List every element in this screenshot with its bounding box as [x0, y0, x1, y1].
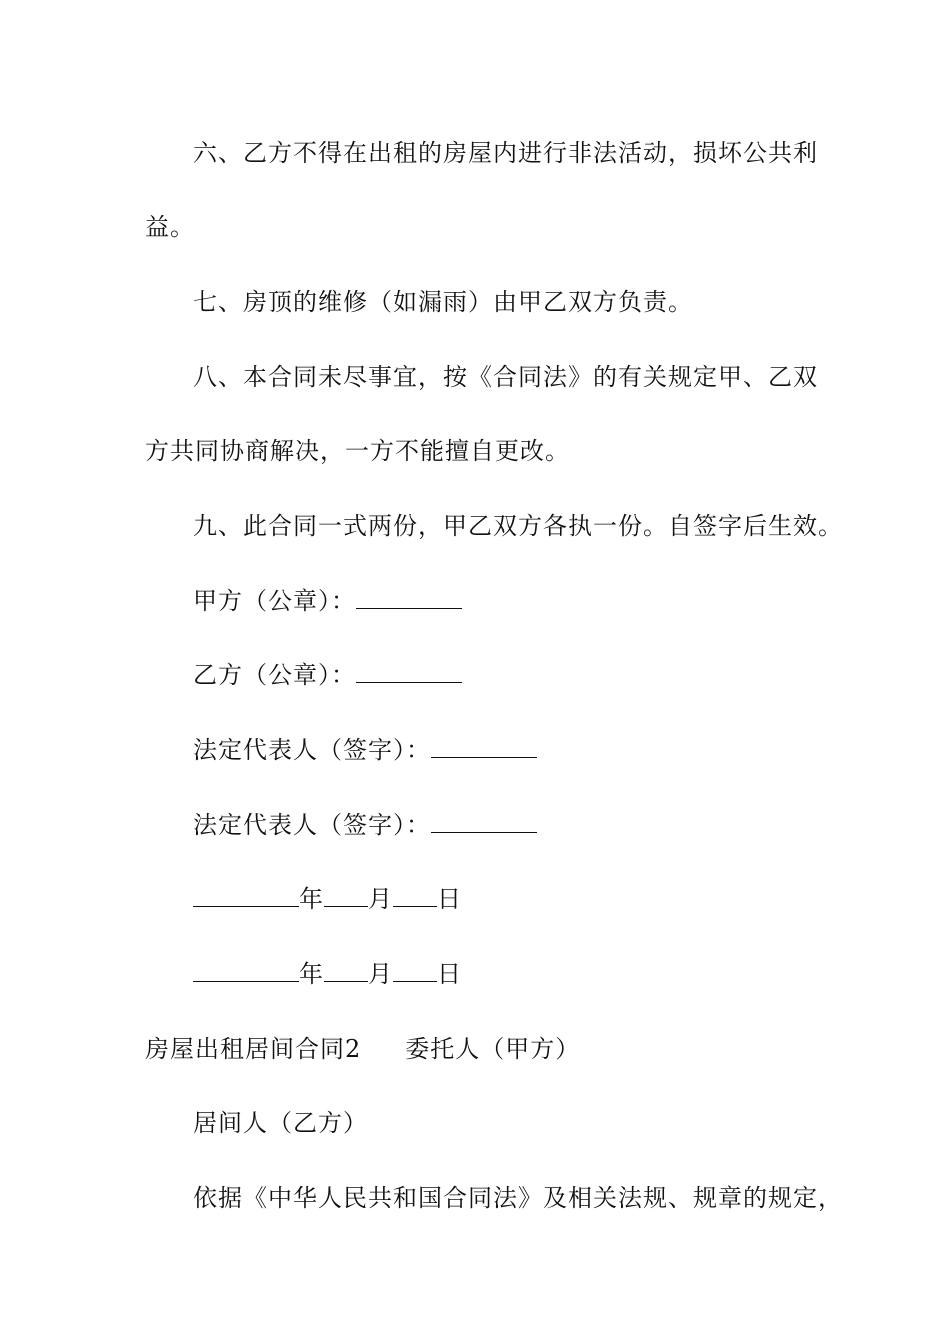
month-blank	[324, 959, 368, 982]
year-label: 年	[299, 885, 324, 913]
clause-8-line-2: 方共同协商解决，一方不能擅自更改。	[145, 437, 570, 465]
month-blank	[324, 884, 368, 907]
legal-rep-1-blank	[431, 735, 537, 758]
legal-rep-1-label: 法定代表人（签字）：	[193, 736, 431, 764]
legal-rep-2-blank	[431, 810, 537, 833]
clause-8-line-1: 八、本合同未尽事宜，按《合同法》的有关规定甲、乙双	[193, 363, 818, 391]
date-line-2	[193, 959, 462, 989]
legal-rep-2-line	[193, 810, 537, 840]
clause-6-line-1: 六、乙方不得在出租的房屋内进行非法活动，损坏公共利	[193, 139, 818, 167]
clause-7: 七、房顶的维修（如漏雨）由甲乙双方负责。	[193, 288, 693, 316]
contract-2-heading-line	[145, 1034, 580, 1064]
contract-2-title: 房屋出租居间合同2	[145, 1035, 362, 1063]
party-a-seal-line	[193, 586, 462, 616]
year-blank	[193, 959, 299, 982]
party-a-seal-label: 甲方（公章）：	[193, 587, 356, 615]
day-blank	[393, 884, 437, 907]
legal-rep-2-label: 法定代表人（签字）：	[193, 811, 431, 839]
party-b-seal-label: 乙方（公章）：	[193, 661, 356, 689]
day-blank	[393, 959, 437, 982]
clause-6-line-2: 益。	[145, 213, 195, 241]
party-a-seal-blank	[356, 586, 462, 609]
party-b-seal-blank	[356, 660, 462, 683]
day-label: 日	[437, 960, 462, 988]
legal-rep-1-line	[193, 735, 537, 765]
clause-9: 九、此合同一式两份，甲乙双方各执一份。自签字后生效。	[193, 512, 843, 540]
day-label: 日	[437, 885, 462, 913]
date-line-1	[193, 884, 462, 914]
year-label: 年	[299, 960, 324, 988]
month-label: 月	[368, 885, 393, 913]
month-label: 月	[368, 960, 393, 988]
party-b-seal-line	[193, 660, 462, 690]
basis-line-1: 依据《中华人民共和国合同法》及相关法规、规章的规定，	[193, 1184, 843, 1212]
intermediary-label: 居间人（乙方）	[193, 1109, 368, 1137]
year-blank	[193, 884, 299, 907]
principal-label: 委托人（甲方）	[405, 1035, 581, 1063]
